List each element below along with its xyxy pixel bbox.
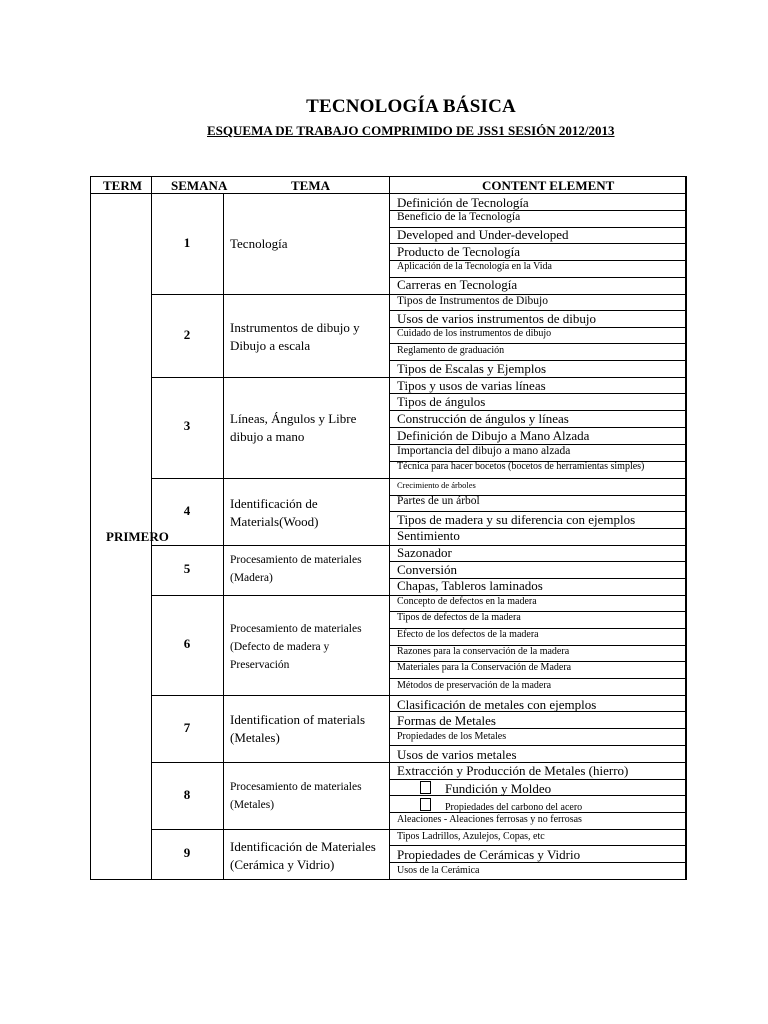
content-element <box>397 461 644 472</box>
content-element <box>397 545 452 561</box>
content-element-text: Reglamento de graduación <box>397 345 505 356</box>
week-number: 2 <box>183 327 191 342</box>
content-element <box>397 480 476 490</box>
content-element <box>397 562 457 578</box>
content-element-text: Definición de Tecnología <box>397 195 529 210</box>
week-number: 1 <box>183 235 191 250</box>
column-separator-semana <box>151 176 152 880</box>
content-element-text: Propiedades de los Metales <box>397 731 507 742</box>
content-element <box>397 261 552 272</box>
term-label: PRIMERO <box>106 529 169 544</box>
content-element-text: Sazonador <box>397 545 452 560</box>
content-element <box>397 680 551 691</box>
content-row-separator <box>389 343 686 344</box>
content-element <box>397 378 546 394</box>
content-element-text: Concepto de defectos en la madera <box>397 596 537 607</box>
column-separator-tema <box>223 193 224 880</box>
content-element-text: Chapas, Tableros laminados <box>397 578 543 593</box>
content-row-separator <box>389 845 686 846</box>
content-element <box>397 528 460 544</box>
content-element-text: Importancia del dibujo a mano alzada <box>397 445 571 457</box>
table-border-bottom <box>90 879 686 880</box>
content-element-text: Tipos de Escalas y Ejemplos <box>397 361 547 376</box>
content-element-text: Definición de Dibujo a Mano Alzada <box>397 428 590 443</box>
header-term: TERM <box>103 178 142 193</box>
week-number: 6 <box>183 636 191 651</box>
content-element <box>420 781 551 797</box>
content-element-text: Developed and Under-developed <box>397 227 569 242</box>
content-element-text: Construcción de ángulos y líneas <box>397 411 569 426</box>
content-element <box>397 445 570 457</box>
header-tema: TEMA <box>291 178 330 193</box>
content-element <box>397 763 628 779</box>
content-element <box>397 227 569 243</box>
content-element-text: Usos de varios instrumentos de dibujo <box>397 311 596 326</box>
content-element-text: Usos de varios metales <box>397 747 517 762</box>
checkbox-bullet-icon <box>420 798 431 811</box>
header-content-element: CONTENT ELEMENT <box>482 178 615 193</box>
content-element <box>397 495 480 507</box>
content-element-text: Sentimiento <box>397 528 460 543</box>
week-topic: Identificación de Materiales (Cerámica y Vidrio) <box>230 839 376 872</box>
table-border-left <box>90 176 91 880</box>
content-element <box>397 211 520 223</box>
content-element <box>397 394 485 410</box>
content-element-text: Propiedades de Cerámicas y Vidrio <box>397 847 581 862</box>
content-element <box>397 295 548 307</box>
week-topic: Instrumentos de dibujo y Dibujo a escala <box>230 320 360 353</box>
week-separator <box>151 478 686 479</box>
content-element <box>397 697 596 713</box>
content-element-text: Efecto de los defectos de la madera <box>397 629 539 640</box>
week-topic: Identification of materials (Metales) <box>230 712 366 745</box>
content-element <box>397 713 496 729</box>
content-element-text: Razones para la conservación de la madera <box>397 646 570 657</box>
week-number: 7 <box>183 720 191 735</box>
week-separator <box>151 829 686 830</box>
week-number: 3 <box>183 418 191 433</box>
content-element <box>397 361 546 377</box>
content-element <box>397 328 551 339</box>
content-element <box>397 512 635 528</box>
content-element-text: Tipos de defectos de la madera <box>397 612 521 623</box>
week-number: 4 <box>183 503 191 518</box>
week-separator <box>151 695 686 696</box>
content-row-separator <box>389 779 686 780</box>
content-element <box>397 747 517 763</box>
content-element-text: Tipos Ladrillos, Azulejos, Copas, etc <box>397 831 545 842</box>
week-topic: Tecnología <box>230 236 288 251</box>
content-element-text: Usos de la Cerámica <box>397 865 480 876</box>
content-element <box>397 596 537 607</box>
content-element-text: Materiales para la Conservación de Madera <box>397 662 572 673</box>
checkbox-bullet-icon <box>420 781 431 794</box>
content-element <box>397 731 506 742</box>
content-element-text: Partes de un árbol <box>397 495 480 507</box>
content-element-text: Métodos de preservación de la madera <box>397 680 552 691</box>
week-number: 9 <box>183 845 191 860</box>
table-border-top <box>90 176 686 177</box>
content-element <box>397 244 520 260</box>
week-number: 5 <box>183 561 191 576</box>
content-element <box>397 629 539 640</box>
content-element-text: Conversión <box>397 562 457 577</box>
content-element <box>397 311 596 327</box>
content-element-text: Beneficio de la Tecnología <box>397 211 521 223</box>
content-element <box>397 578 543 594</box>
content-element-text: Tipos de madera y su diferencia con ejemplos <box>397 512 636 527</box>
week-topic: Líneas, Ángulos y Libre dibujo a mano <box>230 411 357 444</box>
content-element-text: Aplicación de la Tecnología en la Vida <box>397 261 552 272</box>
week-topic: Procesamiento de materiales (Defecto de madera y Preservación <box>230 623 362 671</box>
content-element-text: Aleaciones - Aleaciones ferrosas y no ferrosas <box>397 814 582 825</box>
content-element <box>397 195 529 211</box>
content-element <box>397 646 569 657</box>
content-element-text: Clasificación de metales con ejemplos <box>397 697 597 712</box>
document-title: TECNOLOGÍA BÁSICA <box>306 96 516 117</box>
content-element-text: Tipos de Instrumentos de Dibujo <box>397 295 548 307</box>
content-element-text: Producto de Tecnología <box>397 244 521 259</box>
header-semana: SEMANA <box>171 178 228 193</box>
content-element-text: Técnica para hacer bocetos (bocetos de herramientas simples) <box>397 461 645 472</box>
week-topic: Procesamiento de materiales (Metales) <box>230 781 362 811</box>
content-element-text: Formas de Metales <box>397 713 496 728</box>
content-element-text: Crecimiento de árboles <box>397 480 476 490</box>
week-topic: Procesamiento de materiales (Madera) <box>230 554 362 584</box>
content-element <box>397 847 580 863</box>
content-element <box>397 428 589 444</box>
content-element-text: Tipos de ángulos <box>397 394 486 409</box>
document-subtitle: ESQUEMA DE TRABAJO COMPRIMIDO DE JSS1 SESIÓN 2012/2013 <box>207 123 615 138</box>
content-row-separator <box>389 745 686 746</box>
content-element <box>397 865 479 876</box>
content-element <box>397 831 545 842</box>
content-element <box>397 411 569 427</box>
content-element <box>397 345 504 356</box>
content-element-text: Cuidado de los instrumentos de dibujo <box>397 328 552 339</box>
content-element-text: Propiedades del carbono del acero <box>445 802 583 813</box>
content-element <box>397 612 521 623</box>
content-row-separator <box>389 678 686 679</box>
week-topic: Identificación de Materials(Wood) <box>230 496 319 529</box>
content-element-text: Extracción y Producción de Metales (hierro) <box>397 763 629 778</box>
content-element <box>420 798 582 813</box>
content-element <box>397 814 582 825</box>
content-element-text: Tipos y usos de varias líneas <box>397 378 546 393</box>
content-element <box>397 662 571 673</box>
header-separator <box>90 193 686 194</box>
week-number: 8 <box>183 787 191 802</box>
content-element-text: Carreras en Tecnología <box>397 277 518 292</box>
content-element <box>397 277 517 293</box>
content-element-text: Fundición y Moldeo <box>445 781 552 796</box>
